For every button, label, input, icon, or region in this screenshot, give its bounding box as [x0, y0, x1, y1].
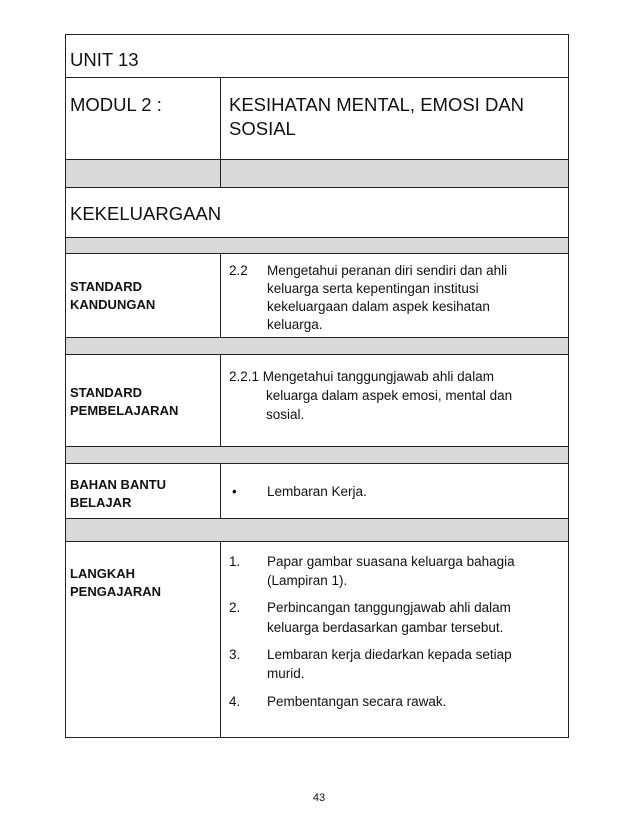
- modul-value-line1: KESIHATAN MENTAL, EMOSI DAN: [229, 94, 525, 115]
- step-text-line1: Perbincangan tanggungjawab ahli dalam: [267, 600, 511, 615]
- bahan-bantu-row: [66, 464, 568, 519]
- bahan-bantu-label-line1: BAHAN BANTU: [70, 477, 167, 492]
- standard-kandungan-text-line3: kekeluargaan dalam aspek kesihatan: [267, 299, 490, 314]
- step-text-line1: Pembentangan secara rawak.: [267, 694, 447, 709]
- standard-kandungan-label-line2: KANDUNGAN: [70, 297, 156, 312]
- standard-kandungan-number: 2.2: [229, 263, 248, 278]
- modul-row: [66, 78, 568, 160]
- topic-title: KEKELUARGAAN: [70, 203, 222, 224]
- shaded-divider-row: [66, 238, 568, 254]
- shaded-divider-row: [66, 160, 568, 188]
- standard-pembelajaran-text-line2: keluarga dalam aspek emosi, mental dan: [266, 388, 513, 403]
- step-number: 1.: [229, 554, 241, 569]
- shaded-divider-row: [66, 447, 568, 464]
- standard-pembelajaran-label-line1: STANDARD: [70, 385, 142, 400]
- step-text-line2: murid.: [267, 666, 305, 681]
- standard-kandungan-text-line4: keluarga.: [267, 317, 323, 332]
- langkah-label-line1: LANGKAH: [70, 566, 135, 581]
- standard-kandungan-text-line1: Mengetahui peranan diri sendiri dan ahli: [267, 263, 508, 278]
- step-number: 3.: [229, 647, 241, 662]
- standard-kandungan-label-line1: STANDARD: [70, 279, 142, 294]
- unit-row: [66, 35, 568, 78]
- bullet-icon: •: [232, 484, 237, 499]
- bahan-bantu-item: Lembaran Kerja.: [267, 484, 367, 499]
- standard-kandungan-text-line2: keluarga serta kepentingan institusi: [267, 281, 479, 296]
- langkah-pengajaran-row: [66, 542, 568, 737]
- standard-pembelajaran-row: [66, 355, 568, 447]
- unit-title: UNIT 13: [70, 49, 139, 70]
- step-number: 2.: [229, 600, 241, 615]
- step-text-line1: Lembaran kerja diedarkan kepada setiap: [267, 647, 512, 662]
- standard-pembelajaran-text-line3: sosial.: [266, 407, 305, 422]
- step-text-line1: Papar gambar suasana keluarga bahagia: [267, 554, 515, 569]
- modul-value-line2: SOSIAL: [229, 118, 296, 139]
- step-text-line2: (Lampiran 1).: [267, 573, 348, 588]
- standard-pembelajaran-label-line2: PEMBELAJARAN: [70, 403, 179, 418]
- langkah-label-line2: PENGAJARAN: [70, 584, 162, 599]
- shaded-divider-row: [66, 519, 568, 542]
- standard-pembelajaran-text-line1: 2.2.1 Mengetahui tanggungjawab ahli dalam: [229, 369, 494, 384]
- modul-label: MODUL 2 :: [70, 94, 162, 115]
- topic-row: [66, 188, 568, 238]
- lesson-plan-table: [65, 34, 569, 738]
- page-number: 43: [312, 792, 326, 804]
- shaded-divider-row: [66, 338, 568, 355]
- step-number: 4.: [229, 694, 241, 709]
- standard-kandungan-row: [66, 254, 568, 338]
- bahan-bantu-label-line2: BELAJAR: [70, 495, 132, 510]
- step-text-line2: keluarga berdasarkan gambar tersebut.: [267, 620, 504, 635]
